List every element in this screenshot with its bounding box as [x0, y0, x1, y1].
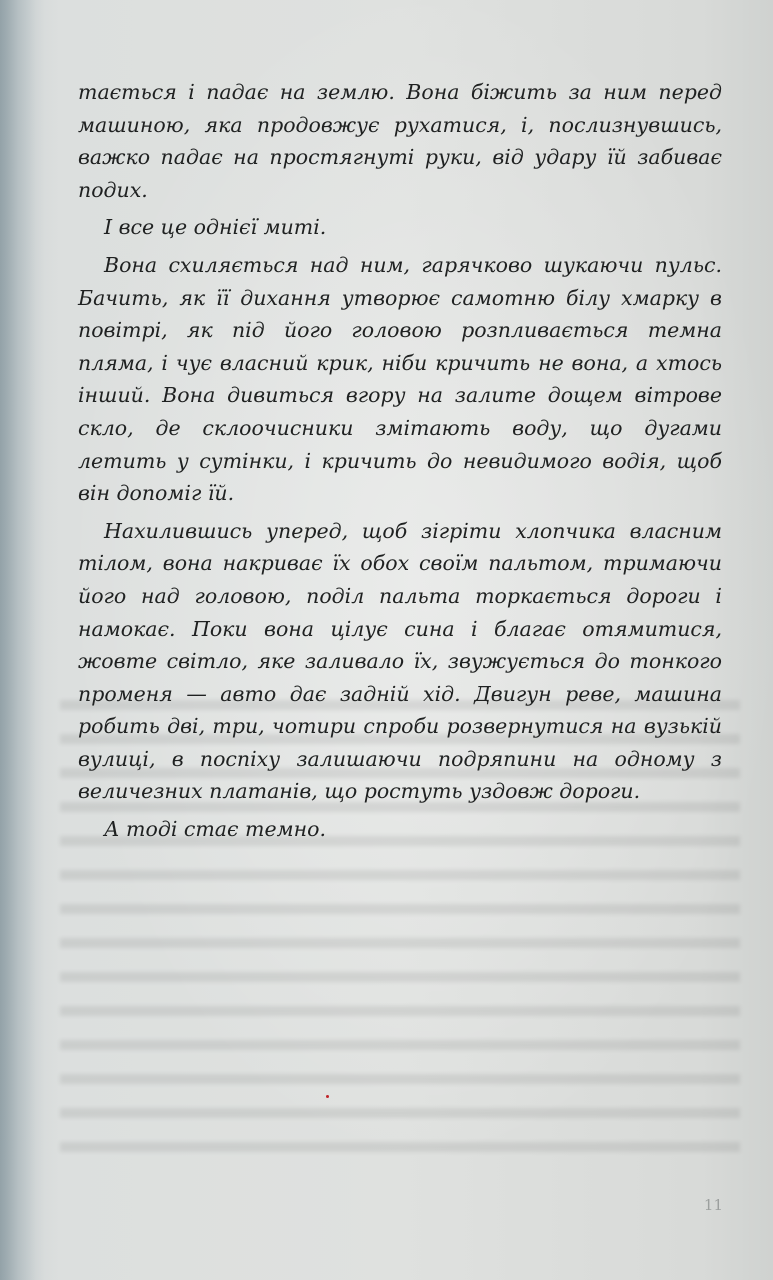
paragraph-4: Нахилившись уперед, щоб зігріти хлопчика власним тілом, вона накриває їх обох своїм пальтом, тримаючи його над головою, поділ пальта торкається дороги і намокає. Поки вона цілує сина і благає отямитися, жовте світло, яке заливало їх, звужується до тонкого променя — авто дає задній хід. Двигун реве, машина робить дві, три, чотири спроби розвернутися на вузькій вулиці, в поспіху залишаючи подряпини на одному з величезних платанів, що ростуть уздовж дороги.: [78, 518, 722, 804]
paragraph-5: А тоді стає темно.: [104, 817, 326, 842]
paragraph-2: І все це однієї миті.: [104, 215, 327, 240]
body-text: [78, 76, 722, 846]
ink-speck: [326, 1095, 329, 1098]
page-number: 11: [703, 1196, 723, 1214]
spine-shadow: [0, 0, 60, 1280]
paragraph-1: тається і падає на землю. Вона біжить за ним перед машиною, яка продовжує рухатися, і, послизнувшись, важко падає на простягнуті руки, від удару їй забиває подих.: [78, 80, 722, 202]
paragraph-3: Вона схиляється над ним, гарячково шукаючи пульс. Бачить, як її дихання утворює самотню білу хмарку в повітрі, як під його головою розпливається темна пляма, і чує власний крик, ніби кричить не вона, а хтось інший. Вона дивиться вгору на залите дощем вітрове скло, де склоочисники змітають воду, що дугами летить у сутінки, і кричить до невидимого водія, щоб він допоміг їй.: [78, 252, 722, 506]
